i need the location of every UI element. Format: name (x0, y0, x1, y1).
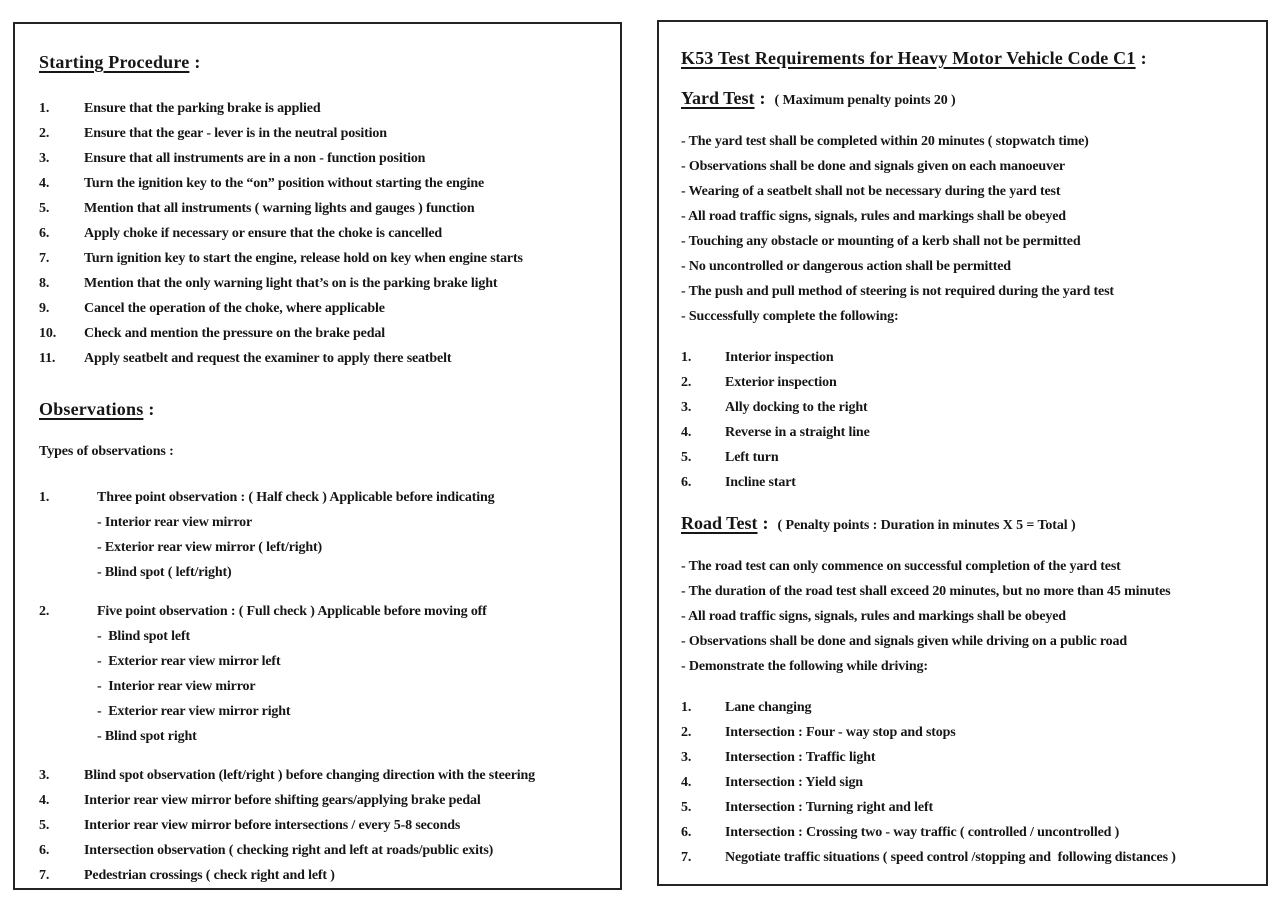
list-item-number: 3. (681, 400, 692, 415)
list-item-number: 4. (39, 793, 50, 808)
list-item (39, 485, 602, 510)
list-item-text: Intersection observation ( checking right and left at roads/public exits) (84, 843, 494, 858)
heading-text: K53 Test Requirements for Heavy Motor Vehicle Code C1 (681, 48, 1136, 68)
document-page-left (13, 22, 622, 890)
list-item-text: Cancel the operation of the choke, where applicable (84, 301, 385, 316)
road-test-heading (681, 511, 1252, 538)
list-item-number: 5. (681, 800, 692, 815)
list-item-number: 2. (681, 375, 692, 390)
list-item (39, 121, 602, 146)
road-test-rules (681, 554, 1252, 679)
road-test-items (681, 695, 1252, 870)
sub-item: - Exterior rear view mirror ( left/right) (97, 540, 323, 555)
list-item-text: Intersection : Four - way stop and stops (725, 725, 956, 740)
starting-procedure-list (39, 96, 602, 371)
list-item (681, 745, 1252, 770)
list-item-number: 3. (681, 750, 692, 765)
list-item (681, 845, 1252, 870)
heading-colon: : (1140, 48, 1147, 68)
list-item-number: 4. (681, 775, 692, 790)
rule-item: - The push and pull method of steering is not required during the yard test (681, 284, 1114, 299)
list-item (681, 445, 1252, 470)
list-item-number: 1. (681, 700, 692, 715)
rule-item: - All road traffic signs, signals, rules and markings shall be obeyed (681, 209, 1066, 224)
rule-item: - The yard test shall be completed within 20 minutes ( stopwatch time) (681, 134, 1089, 149)
document-page-right (657, 20, 1268, 886)
list-item-text: Interior rear view mirror before shifting gears/applying brake pedal (84, 793, 481, 808)
list-item-text: Intersection : Turning right and left (725, 800, 933, 815)
list-item-text: Check and mention the pressure on the brake pedal (84, 326, 385, 341)
observation-item-1 (39, 485, 602, 585)
rule-item: - No uncontrolled or dangerous action shall be permitted (681, 259, 1011, 274)
list-item-number: 5. (681, 450, 692, 465)
list-item (39, 788, 602, 813)
heading-text: Observations (39, 399, 144, 419)
list-item-text: Lane changing (725, 700, 812, 715)
list-item-number: 3. (39, 151, 50, 166)
heading-colon: : (194, 52, 201, 72)
list-item-text: Ensure that all instruments are in a non - function position (84, 151, 426, 166)
list-item-number: 6. (39, 226, 50, 241)
list-item (681, 695, 1252, 720)
list-item-text: Turn ignition key to start the engine, release hold on key when engine starts (84, 251, 523, 266)
list-item (681, 370, 1252, 395)
types-of-observations-label: Types of observations : (39, 444, 174, 459)
rule-item: - Wearing of a seatbelt shall not be necessary during the yard test (681, 184, 1061, 199)
list-item-text: Mention that the only warning light that’s on is the parking brake light (84, 276, 498, 291)
list-item-text: Three point observation : ( Half check ) Applicable before indicating (97, 490, 495, 505)
list-item (39, 271, 602, 296)
list-item-text: Incline start (725, 475, 796, 490)
rule-item: - Demonstrate the following while driving: (681, 659, 928, 674)
heading-colon: : (762, 513, 769, 533)
list-item (39, 171, 602, 196)
list-item (39, 813, 602, 838)
list-item-number: 7. (39, 868, 50, 883)
heading-text: Starting Procedure (39, 52, 190, 72)
list-item-number: 10. (39, 326, 57, 341)
list-item-text: Apply choke if necessary or ensure that the choke is cancelled (84, 226, 443, 241)
heading-text: Yard Test (681, 88, 755, 108)
list-item-text: Turn the ignition key to the “on” position without starting the engine (84, 176, 485, 191)
list-item (39, 763, 602, 788)
list-item (681, 470, 1252, 495)
observation-items-3-7 (39, 763, 602, 888)
list-item-number: 4. (39, 176, 50, 191)
list-item (681, 795, 1252, 820)
list-item-number: 2. (39, 604, 50, 619)
list-item-text: Intersection : Traffic light (725, 750, 876, 765)
rule-item: - Touching any obstacle or mounting of a kerb shall not be permitted (681, 234, 1081, 249)
list-item-number: 11. (39, 351, 56, 366)
sub-item: - Blind spot ( left/right) (97, 565, 232, 580)
list-item (39, 321, 602, 346)
list-item-text: Five point observation : ( Full check ) Applicable before moving off (97, 604, 487, 619)
yard-test-rules (681, 129, 1252, 329)
list-item-number: 1. (39, 490, 50, 505)
list-item (681, 420, 1252, 445)
starting-procedure-heading (39, 50, 602, 74)
list-item (39, 196, 602, 221)
list-item-number: 3. (39, 768, 50, 783)
list-item-number: 1. (39, 101, 50, 116)
list-item (39, 863, 602, 888)
list-item-text: Intersection : Yield sign (725, 775, 863, 790)
list-item (39, 296, 602, 321)
road-test-subtitle: ( Penalty points : Duration in minutes X 5 = Total ) (777, 518, 1076, 533)
heading-text: Road Test (681, 513, 758, 533)
list-item-number: 2. (39, 126, 50, 141)
rule-item: - The duration of the road test shall exceed 20 minutes, but no more than 45 minutes (681, 584, 1171, 599)
list-item-number: 4. (681, 425, 692, 440)
list-item-text: Interior inspection (725, 350, 834, 365)
list-item-number: 2. (681, 725, 692, 740)
list-item (39, 96, 602, 121)
list-item-text: Intersection : Crossing two - way traffic ( controlled / uncontrolled ) (725, 825, 1120, 840)
list-item-number: 6. (681, 825, 692, 840)
heading-colon: : (759, 88, 766, 108)
list-item-number: 5. (39, 201, 50, 216)
list-item-text: Mention that all instruments ( warning lights and gauges ) function (84, 201, 475, 216)
list-item-number: 6. (39, 843, 50, 858)
list-item-number: 8. (39, 276, 50, 291)
heading-colon: : (148, 399, 155, 419)
observation-item-2 (39, 599, 602, 749)
list-item-text: Reverse in a straight line (725, 425, 870, 440)
list-item (39, 221, 602, 246)
list-item (681, 720, 1252, 745)
list-item (39, 599, 602, 624)
list-item-text: Exterior inspection (725, 375, 837, 390)
list-item-text: Ensure that the gear - lever is in the neutral position (84, 126, 387, 141)
sub-item: - Blind spot right (97, 729, 197, 744)
rule-item: - Observations shall be done and signals given while driving on a public road (681, 634, 1128, 649)
sub-item: - Interior rear view mirror (97, 515, 253, 530)
yard-test-items (681, 345, 1252, 495)
list-item (681, 770, 1252, 795)
list-item-text: Negotiate traffic situations ( speed control /stopping and following distances ) (725, 850, 1176, 865)
list-item-number: 9. (39, 301, 50, 316)
list-item (681, 395, 1252, 420)
list-item-number: 6. (681, 475, 692, 490)
list-item (39, 838, 602, 863)
yard-test-heading (681, 86, 1252, 113)
list-item (681, 345, 1252, 370)
list-item-text: Left turn (725, 450, 779, 465)
rule-item: - The road test can only commence on successful completion of the yard test (681, 559, 1121, 574)
list-item-text: Blind spot observation (left/right ) before changing direction with the steering (84, 768, 536, 783)
rule-item: - All road traffic signs, signals, rules and markings shall be obeyed (681, 609, 1066, 624)
list-item-number: 7. (39, 251, 50, 266)
list-item-number: 5. (39, 818, 50, 833)
sub-item: - Exterior rear view mirror right (97, 704, 291, 719)
k53-requirements-heading (681, 46, 1252, 70)
rule-item: - Observations shall be done and signals given on each manoeuver (681, 159, 1065, 174)
yard-test-subtitle: ( Maximum penalty points 20 ) (774, 93, 956, 108)
list-item-text: Ally docking to the right (725, 400, 868, 415)
sub-item: - Blind spot left (97, 629, 190, 644)
list-item-text: Ensure that the parking brake is applied (84, 101, 321, 116)
list-item (681, 820, 1252, 845)
list-item-number: 1. (681, 350, 692, 365)
list-item-number: 7. (681, 850, 692, 865)
list-item-text: Apply seatbelt and request the examiner to apply there seatbelt (84, 351, 452, 366)
list-item-text: Interior rear view mirror before intersections / every 5-8 seconds (84, 818, 461, 833)
observations-heading (39, 397, 602, 421)
sub-item: - Interior rear view mirror (97, 679, 256, 694)
list-item (39, 346, 602, 371)
list-item (39, 246, 602, 271)
list-item-text: Pedestrian crossings ( check right and left ) (84, 868, 335, 883)
sub-item: - Exterior rear view mirror left (97, 654, 281, 669)
list-item (39, 146, 602, 171)
rule-item: - Successfully complete the following: (681, 309, 899, 324)
